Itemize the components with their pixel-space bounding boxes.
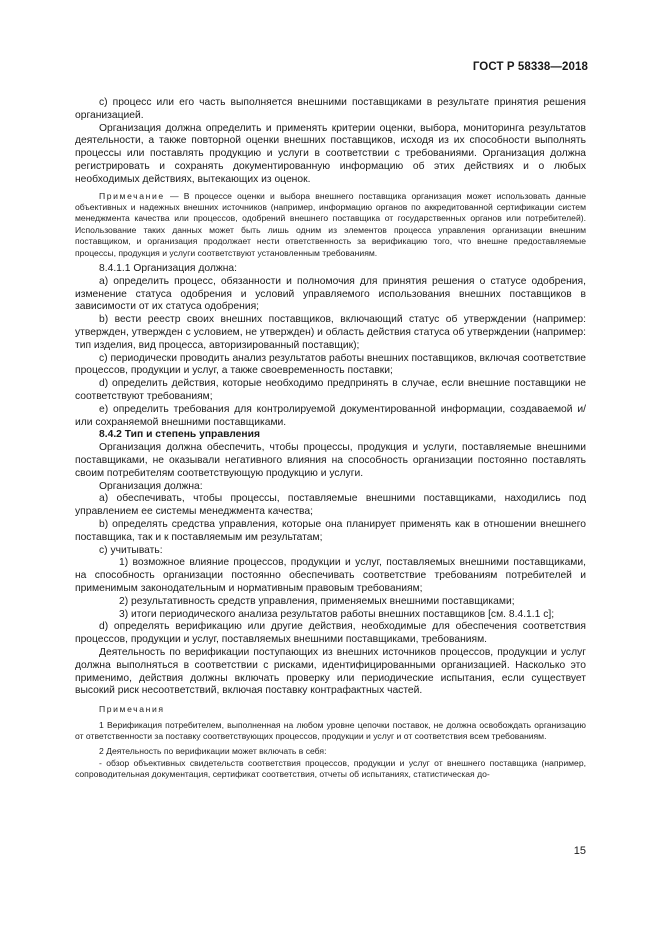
note-bullet: - обзор объективных свидетельств соответствия процессов, продукции и услуг от внешнего поставщика (например, сопроводительная документация, сертификат соответствия, отчеты об испытаниях, статистическая до- [75,757,586,780]
note-item-2: 2 Деятельность по верификации может включать в себя: [99,746,327,757]
list-item-b: b) определять средства управления, которые она планирует применять как в отношении внешнего поставщика, так и к поставляемым им результатам; [75,518,586,543]
sub-item-3: 3) итоги периодического анализа результатов работы внешних поставщиков [см. 8.4.1.1 c]; [119,608,555,620]
paragraph: Деятельность по верификации поступающих из внешних источников процессов, продукции и услуг должна выполняться в соответствии с рисками, идентифицированными организацией. Насколько это применимо, действия должны включать проверку или периодические испытания, если существует высокий риск несоответствий, включая поставку контрафактных частей. [75,646,586,697]
list-item-c: c) процесс или его часть выполняется внешними поставщиками в результате принятия решения организацией. [75,97,586,121]
note [75,191,586,259]
paragraph: Организация должна: [99,480,203,492]
list-item-c: c) учитывать: [99,544,163,556]
sub-item-1: 1) возможное влияние процессов, продукции и услуг, поставляемых внешними поставщиками, на способность организации постоянно обеспечивать соответствие требованиям потребителей и применимым законодательным и нормативным правовым требованиям; [75,557,586,594]
document-body [75,97,586,781]
sub-item-2: 2) результативность средств управления, применяемых внешними поставщиками; [119,595,515,607]
note-text: — В процессе оценки и выбора внешнего поставщика организация может использовать данные объективных и надежных внешних источников (например, информацию органов по аккредитованной сертификации систем менеджмента качества или процессов, одобрений внешнего поставщика от государственных органов или потребителей). Использование таких данных может быть лишь одним из элементов процесса управления организации внешним поставщиком, и организация продолжает нести ответственность за верификацию того, что внешне предоставляемые процессы, продукция и услуги соответствуют установленным требованиям. [75,190,586,258]
list-item-c: c) периодически проводить анализ результатов работы внешних поставщиков, включая соответствие процессов, продукции и услуг, а также своевременность поставки; [75,352,586,377]
document-id-header: ГОСТ Р 58338—2018 [472,61,588,73]
list-item-d: d) определить действия, которые необходимо предпринять в случае, если внешние поставщики не соответствуют требованиям; [75,378,586,402]
list-item-b: b) вести реестр своих внешних поставщиков, включающий статус об утверждении (например: утвержден, утвержден с условием, не утвержден) и область действия статуса об утверждении (например: тип изделия, вид процесса, авторизированный поставщик); [75,314,586,351]
section-heading: 8.4.2 Тип и степень управления [99,429,260,441]
note-label: Примечание [99,190,165,201]
paragraph: Организация должна обеспечить, чтобы процессы, продукция и услуги, поставляемые внешними поставщиками, не оказывали негативного влияния на способность организации постоянно поставлять своим потребителям соответствующую продукцию и услуги. [75,442,586,479]
page-number: 15 [573,845,586,857]
paragraph: Организация должна определить и применять критерии оценки, выбора, мониторинга результатов деятельности, а также повторной оценки внешних поставщиков, исходя из их способности выполнять процессы или поставлять продукцию и услуги в соответствии с требованиями. Организация должна регистрировать и сохранять документированную информацию об этих действиях и о любых необходимых действиях, вытекающих из оценок. [75,122,586,185]
list-item-a: a) обеспечивать, чтобы процессы, поставляемые внешними поставщиками, находились под управлением ее системы менеджмента качества; [75,493,586,518]
clause-heading: 8.4.1.1 Организация должна: [99,263,237,275]
list-item-a: a) определить процесс, обязанности и полномочия для принятия решения о статусе одобрения, изменение статуса одобрения и условий управляемого использования внешних поставщиков в зависимости от их статуса одобрения; [75,275,586,313]
list-item-e: e) определить требования для контролируемой документированной информации, создаваемой и/или сохраняемой внешними поставщиками. [75,403,586,428]
notes-label: Примечания [99,704,165,715]
list-item-d: d) определять верификацию или другие действия, необходимые для обеспечения соответствия процессов, продукции и услуг, поставляемых внешними поставщиками, требованиям. [75,621,586,646]
note-item-1: 1 Верификация потребителем, выполненная на любом уровне цепочки поставок, не должна освобождать организацию от ответственности за поставку соответствующих процессов, продукции и услуг и от соответствия всем требованиям. [75,719,586,741]
